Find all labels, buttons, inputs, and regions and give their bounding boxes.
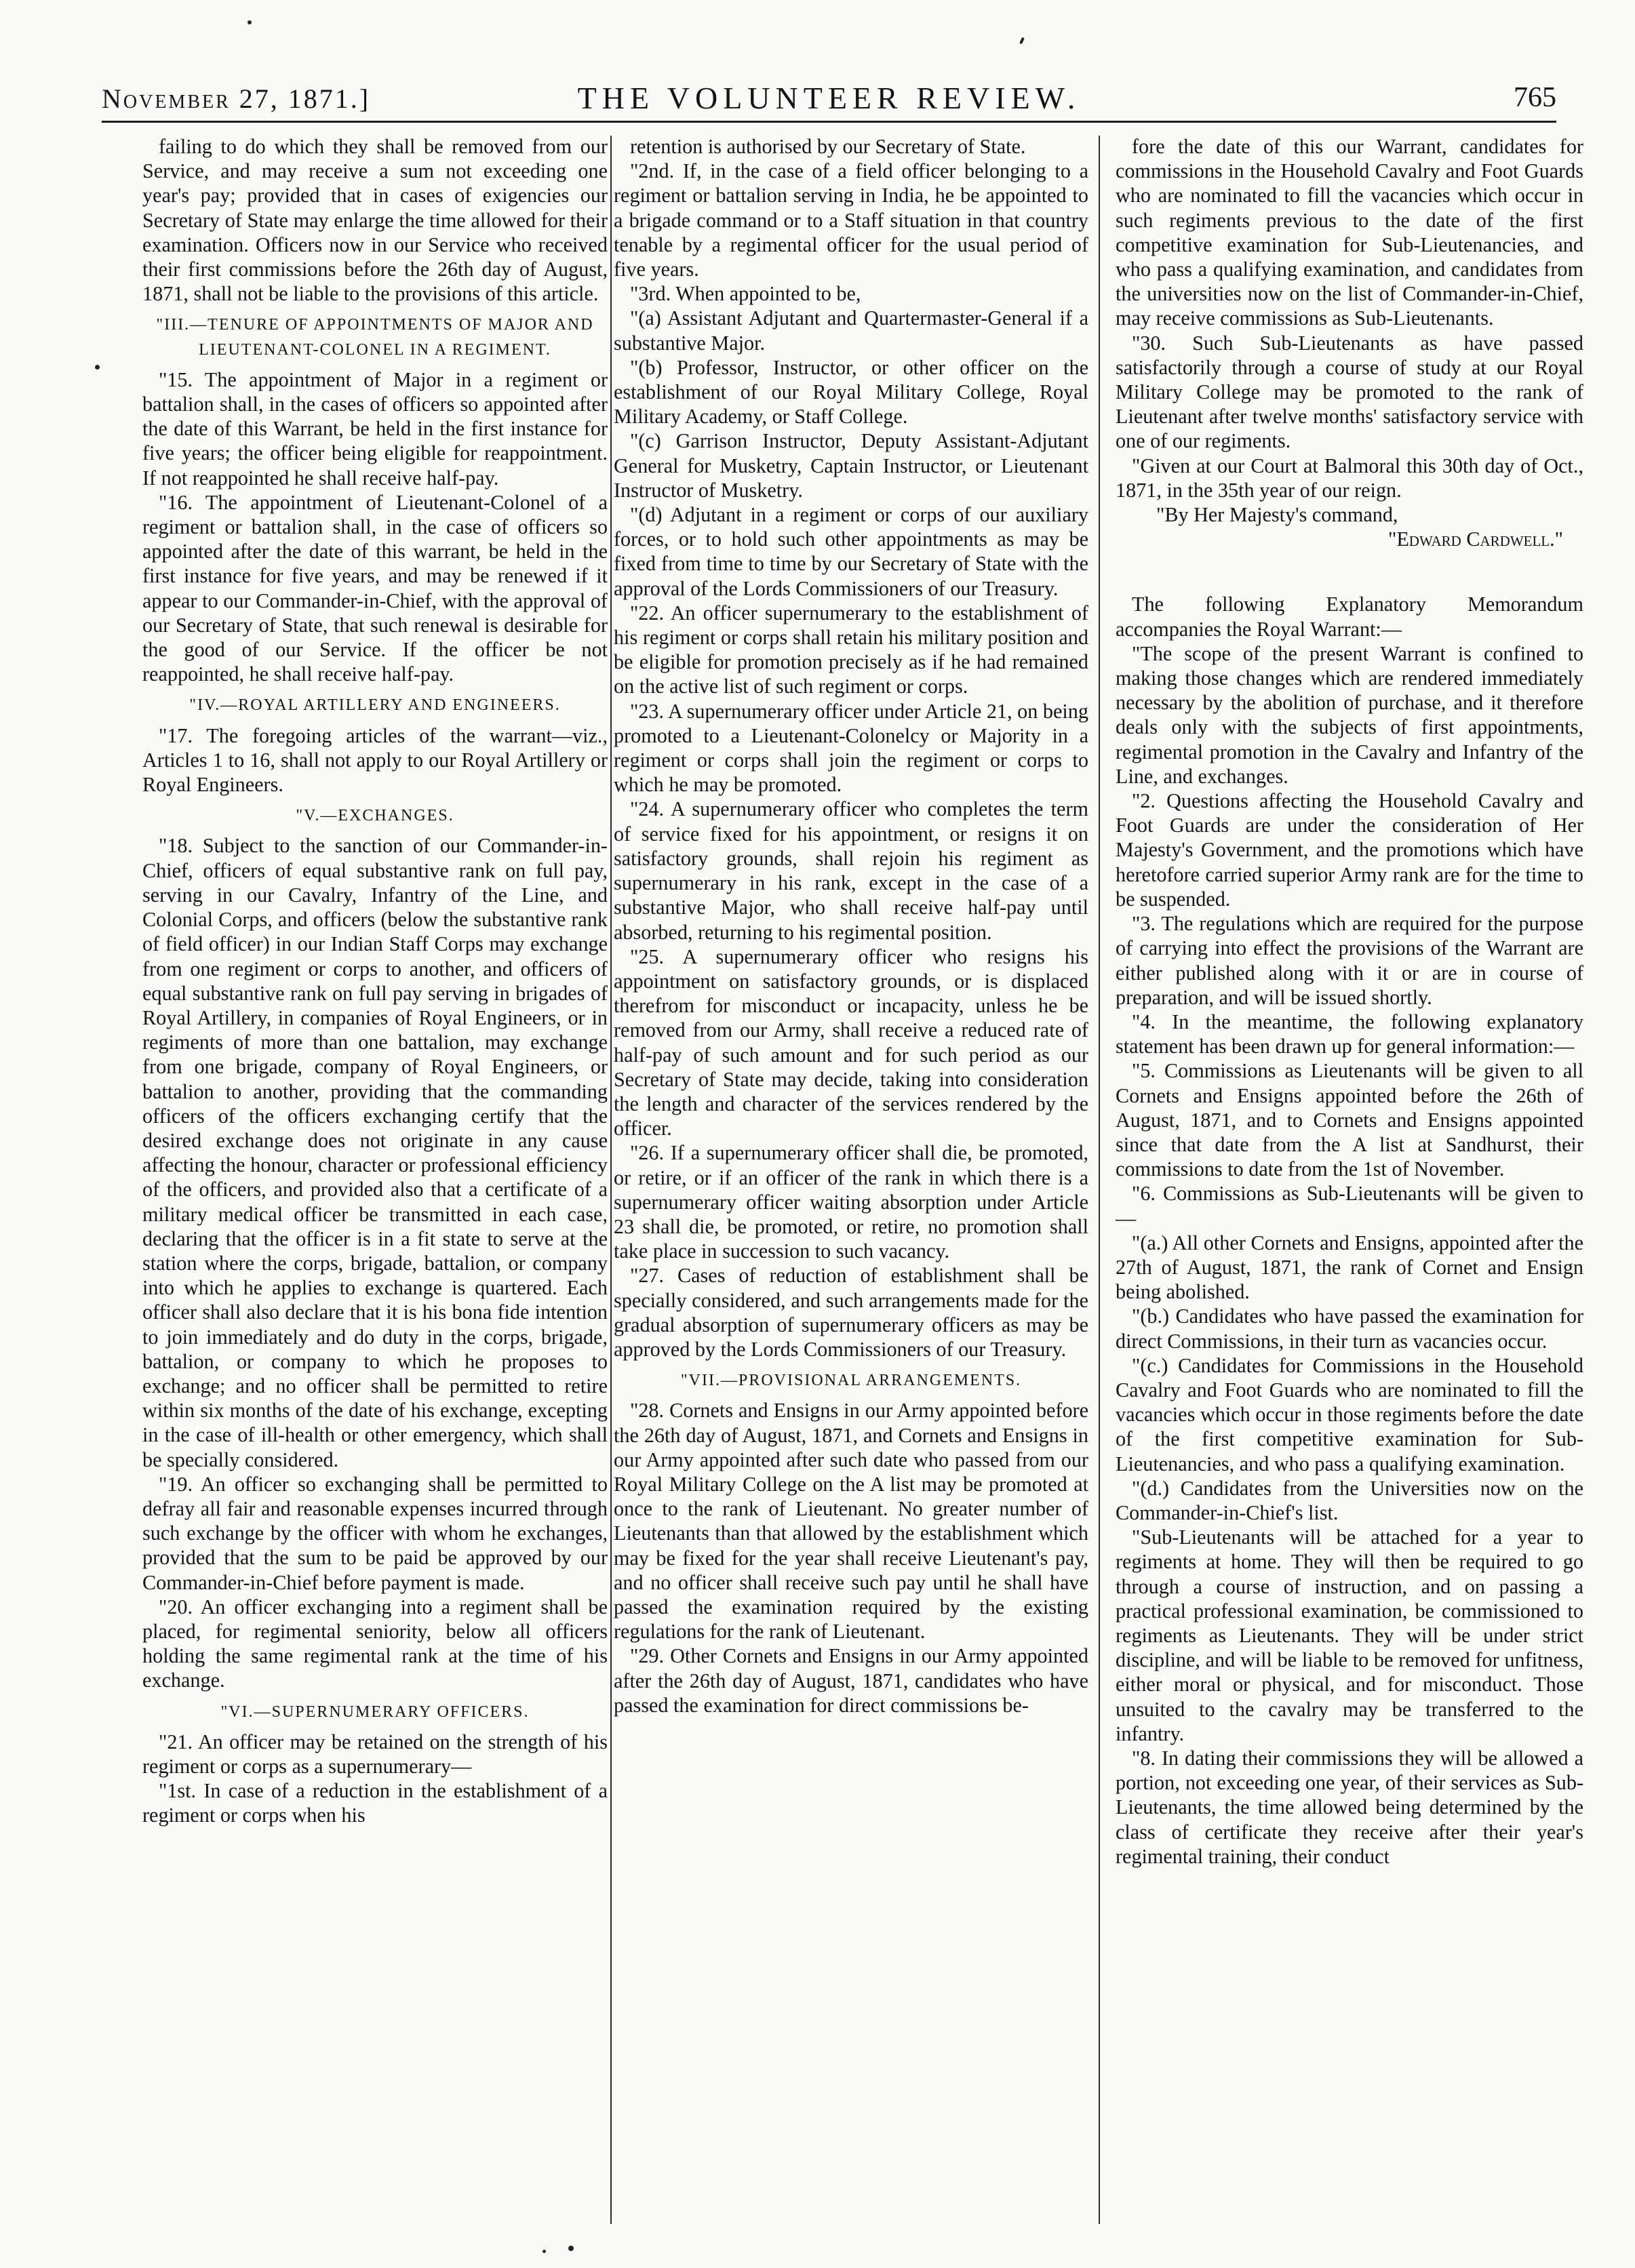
paragraph: "(a.) All other Cornets and Ensigns, appointed after the 27th of August, 1871, the rank of Cornet and Ensign being abolished.	[1116, 1231, 1583, 1304]
section-heading: "VI.—SUPERNUMERARY OFFICERS.	[220, 1703, 530, 1721]
signature-line: "By Her Majesty's command,	[1156, 503, 1398, 527]
paragraph: "27. Cases of reduction of establishment shall be specially considered, and such arrangements made for the gradual absorption of supernumerary officers as may be approved by the Lords Commissioners of our Treasury.	[614, 1264, 1088, 1361]
paragraph: "6. Commissions as Sub-Lieutenants will be given to—	[1116, 1182, 1583, 1230]
paragraph: "(c.) Candidates for Commissions in the Household Cavalry and Foot Guards who are nominated to fill the vacancies which occur in those regiments before the date of the first competitive examination for Sub-Lieutenancies, and who pass a qualifying examination.	[1116, 1353, 1583, 1475]
section-heading: "VII.—PROVISIONAL ARRANGEMENTS.	[680, 1372, 1022, 1390]
paragraph: "17. The foregoing articles of the warrant—viz., Articles 1 to 16, shall not apply to our Royal Artillery or Royal Engineers.	[142, 723, 608, 797]
paragraph: "3rd. When appointed to be,	[630, 282, 861, 306]
paragraph: "Sub-Lieutenants will be attached for a year to regiments at home. They will then be required to go through a course of instruction, and on passing a practical professional examination, be commissioned to regiments as Lieutenants. They will be under strict discipline, and will be liable to be removed for unfitness, either moral or physical, and for misconduct. Those unsuited to the cavalry may be transferred to the infantry.	[1116, 1526, 1583, 1745]
paragraph: "16. The appointment of Lieutenant-Colonel of a regiment or battalion shall, in the case of officers so appointed after the date of this warrant, be held in the first instance for five years, and may be renewed if it appear to our Commander-in-Chief, with the approval of our Secretary of State, that such renewal is desirable for the good of our Service. If the officer be not reappointed, he shall receive half-pay.	[142, 490, 608, 686]
paragraph: "(c) Garrison Instructor, Deputy Assistant-Adjutant General for Musketry, Captain Instructor, or Lieutenant Instructor of Musketry.	[614, 429, 1088, 502]
paragraph: "1st. In case of a reduction in the establishment of a regiment or corps when his	[142, 1779, 608, 1827]
paragraph: "20. An officer exchanging into a regiment shall be placed, for regimental seniority, below all officers holding the same regimental rank at the time of his exchange.	[142, 1595, 608, 1692]
page-number: 765	[1514, 82, 1556, 113]
paragraph: "Given at our Court at Balmoral this 30th day of Oct., 1871, in the 35th year of our reign.	[1116, 454, 1583, 502]
paragraph: "5. Commissions as Lieutenants will be given to all Cornets and Ensigns appointed before the 26th of August, 1871, and to Cornets and Ensigns appointed since that date from the A list at Sandhurst, their commissions to date from the 1st of November.	[1116, 1059, 1583, 1181]
column-rule	[1099, 136, 1100, 2224]
text-column-2	[614, 134, 1088, 2226]
paragraph: "3. The regulations which are required for the purpose of carrying into effect the provisions of the Warrant are either published along with it or are in course of preparation, and will be issued shortly.	[1116, 912, 1583, 1009]
section-heading: "IV.—ROYAL ARTILLERY AND ENGINEERS.	[189, 696, 561, 715]
print-speck	[543, 2250, 546, 2253]
paragraph: "29. Other Cornets and Ensigns in our Army appointed after the 26th day of August, 1871, candidates who have passed the examination for direct commissions be-	[614, 1644, 1088, 1717]
paragraph: "26. If a supernumerary officer shall die, be promoted, or retire, or if an officer of the rank in which there is a supernumerary officer waiting absorption under Article 23 shall die, be promoted, or retire, no promotion shall take place in succession to such vacancy.	[614, 1141, 1088, 1263]
print-speck	[95, 365, 100, 370]
paragraph: "(a) Assistant Adjutant and Quartermaster-General if a substantive Major.	[614, 306, 1088, 355]
column-rule	[610, 136, 612, 2224]
paragraph: "15. The appointment of Major in a regiment or battalion shall, in the cases of officers so appointed after the date of this Warrant, be held in the first instance for five years; the officer being eligible for reappointment. If not reappointed he shall receive half-pay.	[142, 367, 608, 490]
paragraph: "(d) Adjutant in a regiment or corps of our auxiliary forces, or to hold such other appointments as may be fixed from time to time by our Secretary of State with the approval of the Lords Commissioners of our Treasury.	[614, 503, 1088, 600]
paragraph: "28. Cornets and Ensigns in our Army appointed before the 26th day of August, 1871, and Cornets and Ensigns in our Army appointed after such date who passed from our Royal Military College on the A list may be promoted at once to the rank of Lieutenant. No greater number of Lieutenants than that allowed by the establishment which may be fixed for the year shall receive Lieutenant's pay, and no officer shall receive such pay until he shall have passed the examination required by the existing regulations for the rank of Lieutenant.	[614, 1399, 1088, 1644]
paragraph: "18. Subject to the sanction of our Commander-in-Chief, officers of equal substantive rank on full pay, serving in our Cavalry, Infantry of the Line, and Colonial Corps, and officers (below the substantive rank of field officer) in our Indian Staff Corps may exchange from one regiment or corps to another, and officers of equal substantive rank on full pay serving in brigades of Royal Artillery, in companies of Royal Engineers, or in regiments of more than one battalion, may exchange from one brigade, company of Royal Engineers, or battalion to another, providing that the commanding officers of the officers exchanging certify that the desired exchange does not originate in any cause affecting the honour, character or professional efficiency of the officers, and provided also that a certificate of a military medical officer be transmitted in each case, declaring that the officer is in a fit state to serve at the station where the corps, brigade, battalion, or company into which he applies to exchange is quartered. Each officer shall also declare that it is his bona fide intention to join immediately and do duty in the corps, brigade, battalion, or company to which he proposes to exchange; and no officer shall be permitted to retire within six months of the date of his exchange, excepting in the case of ill-health or other emergency, which shall be specially considered.	[142, 834, 608, 1471]
paragraph: fore the date of this our Warrant, candidates for commissions in the Household Cavalry and Foot Guards who are nominated to fill the vacancies which occur in such regiments previous to the date of the first competitive examination for Sub-Lieutenancies, and who pass a qualifying examination, and candidates from the universities now on the list of Commander-in-Chief, may receive commissions as Sub-Lieutenants.	[1116, 135, 1583, 330]
paragraph: "2. Questions affecting the Household Cavalry and Foot Guards are under the consideration of Her Majesty's Government, and the promotions which have heretofore carried superior Army rank are for the time to be suspended.	[1116, 789, 1583, 911]
section-heading: "V.—EXCHANGES.	[296, 807, 454, 825]
paragraph: "21. An officer may be retained on the strength of his regiment or corps as a supernumerary—	[142, 1730, 608, 1778]
paragraph: "(d.) Candidates from the Universities now on the Commander-in-Chief's list.	[1116, 1476, 1583, 1524]
paragraph: "24. A supernumerary officer who completes the term of service fixed for his appointment, or resigns it on satisfactory grounds, shall rejoin his regiment as supernumerary in his rank, except in the case of a substantive Major, who shall receive half-pay until absorbed, returning to his regimental position.	[614, 797, 1088, 944]
paragraph: "4. In the meantime, the following explanatory statement has been drawn up for general information:—	[1116, 1010, 1583, 1058]
section-heading: "III.—TENURE OF APPOINTMENTS OF MAJOR AND LIEUTENANT-COLONEL IN A REGIMENT.	[156, 316, 594, 359]
masthead	[102, 80, 1556, 123]
paragraph: "8. In dating their commissions they will be allowed a portion, not exceeding one year, of their services as Sub-Lieutenants, the time allowed being determined by the class of certificate they receive after their year's regimental training, their conduct	[1116, 1747, 1583, 1868]
memorandum-intro: The following Explanatory Memorandum accompanies the Royal Warrant:—	[1116, 593, 1583, 641]
publication-title: THE VOLUNTEER REVIEW.	[577, 81, 1081, 115]
print-speck	[1019, 37, 1025, 45]
paragraph: "30. Such Sub-Lieutenants as have passed satisfactorily through a course of study at our Royal Military College may be promoted to the rank of Lieutenant after twelve months' satisfactory service with one of our regiments.	[1116, 331, 1583, 453]
text-column-1	[142, 134, 608, 2226]
print-speck	[248, 20, 252, 24]
paragraph: "The scope of the present Warrant is confined to making those changes which are rendered immediately necessary by the abolition of purchase, and it therefore deals only with the subjects of first appointments, regimental promotion in the Cavalry and Infantry of the Line, and exchanges.	[1116, 641, 1583, 788]
paragraph: "(b) Professor, Instructor, or other officer on the establishment of our Royal Military College, Royal Military Academy, or Staff College.	[614, 355, 1088, 429]
paragraph: "22. An officer supernumerary to the establishment of his regiment or corps shall retain his military position and be eligible for promotion precisely as if he had remained on the active list of such regiment or corps.	[614, 601, 1088, 698]
paragraph: "2nd. If, in the case of a field officer belonging to a regiment or battalion serving in India, he be appointed to a brigade command or to a Staff situation in that country tenable by a regimental officer for the usual period of five years.	[614, 159, 1088, 281]
paragraph: "(b.) Candidates who have passed the examination for direct Commissions, in their turn as vacancies occur.	[1116, 1305, 1583, 1353]
paragraph: failing to do which they shall be removed from our Service, and may receive a sum not exceeding one year's pay; provided that in cases of exigencies our Secretary of State may enlarge the time allowed for their examination. Officers now in our Service who received their first commissions before the 26th day of August, 1871, shall not be liable to the provisions of this article.	[142, 135, 608, 306]
paragraph: "19. An officer so exchanging shall be permitted to defray all fair and reasonable expenses incurred through such exchange by the officer with whom he exchanges, provided that the sum to be paid be approved by our Commander-in-Chief before payment is made.	[142, 1472, 608, 1594]
paragraph: retention is authorised by our Secretary of State.	[630, 135, 1026, 158]
paragraph: "23. A supernumerary officer under Article 21, on being promoted to a Lieutenant-Colonelcy or Majority in a regiment or corps shall join the regiment or corps to which he may be promoted.	[614, 699, 1088, 797]
text-column-3	[1116, 134, 1583, 2226]
paragraph: "25. A supernumerary officer who resigns his appointment on satisfactory grounds, or is displaced therefrom for misconduct or incapacity, unless he be removed from our Army, shall receive a reduced rate of half-pay of such amount and for such period as our Secretary of State may decide, taking into consideration the length and character of the services rendered by the officer.	[614, 944, 1088, 1140]
signature-line: "Edward Cardwell."	[1388, 528, 1563, 551]
print-speck	[568, 2246, 574, 2251]
issue-date: November 27, 1871.]	[102, 83, 371, 114]
